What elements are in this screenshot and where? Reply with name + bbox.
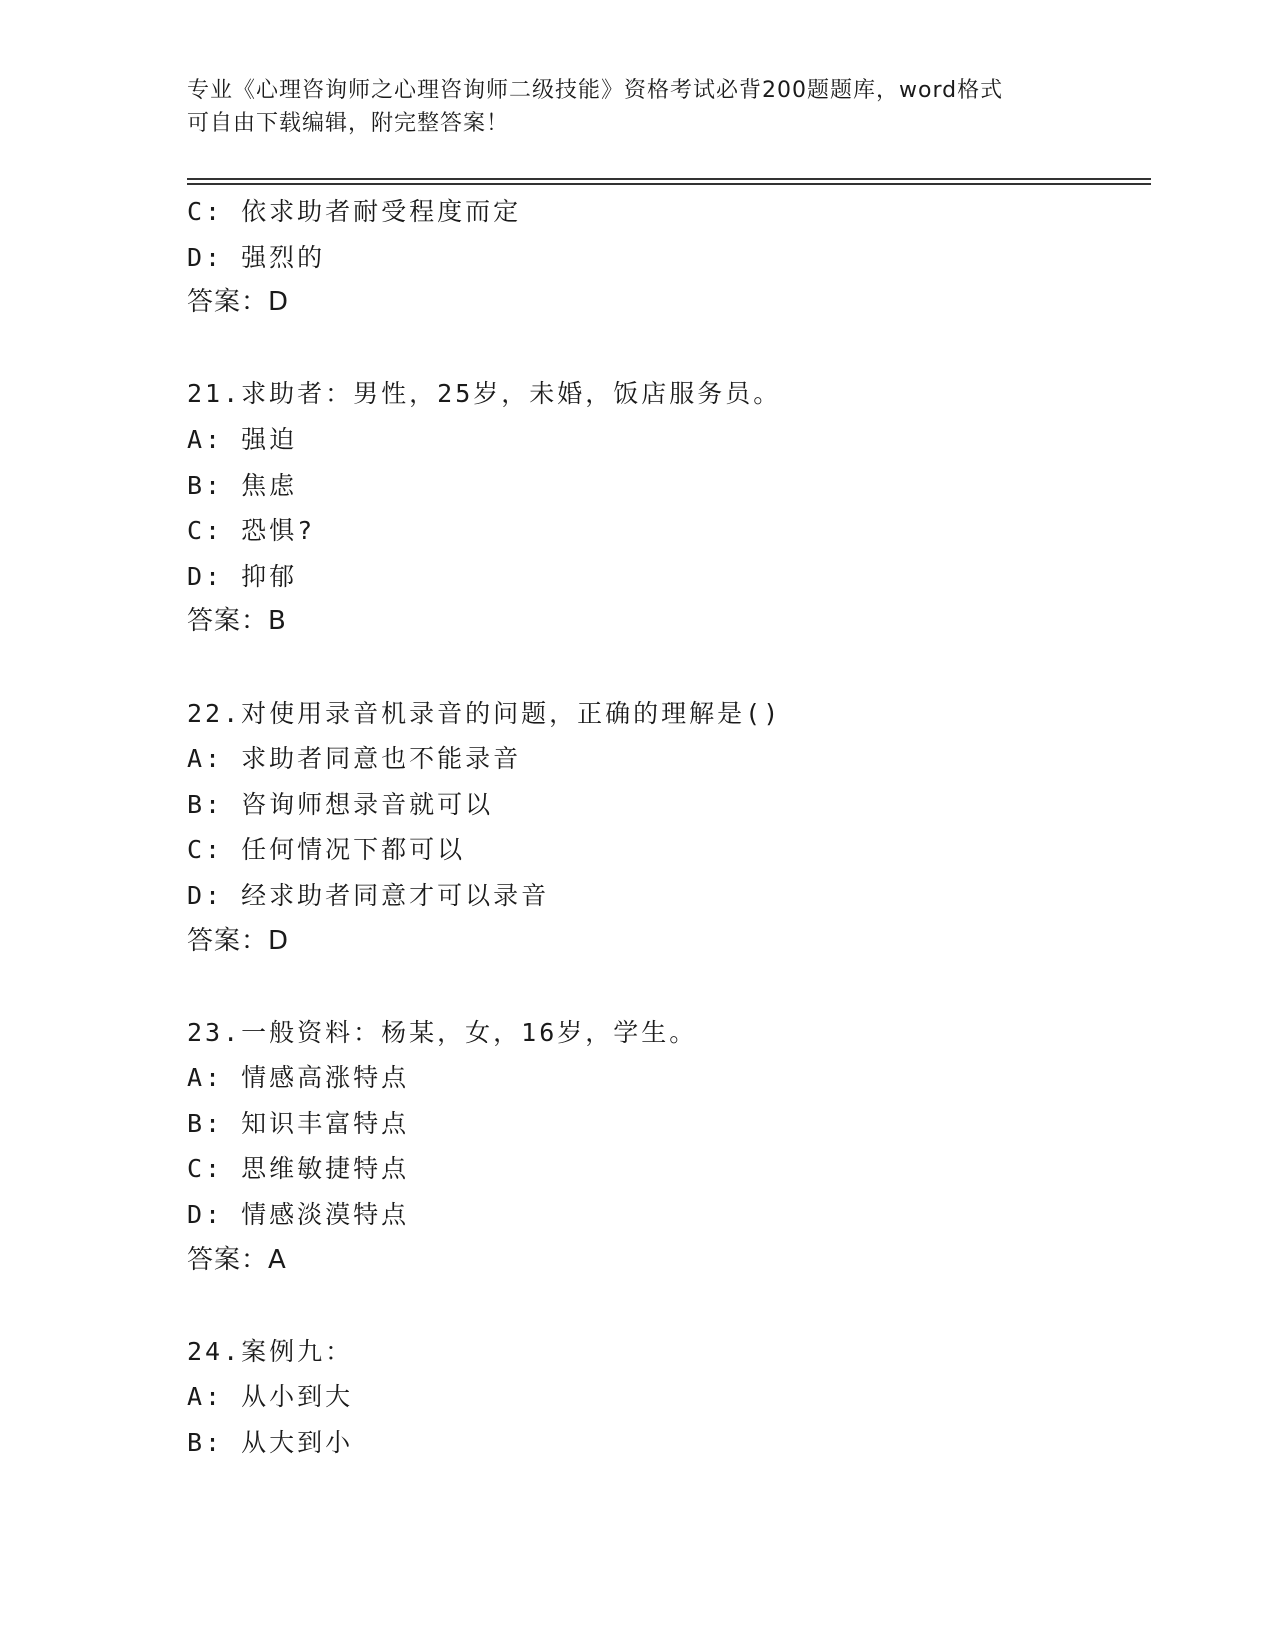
option-c: C: 依求助者耐受程度而定	[187, 197, 522, 226]
question-text: 24.案例九：	[187, 1336, 354, 1366]
option-d: D: 强烈的	[187, 242, 326, 272]
header-title-line-1: 专业《心理咨询师之心理咨询师二级技能》资格考试必背200题题库，word格式	[187, 78, 1004, 103]
option-b: B: 知识丰富特点	[187, 1108, 410, 1138]
spacer	[187, 326, 1147, 372]
option-c: C: 恐惧?	[187, 516, 316, 546]
question-text: 21.求助者：男性，25岁，未婚，饭店服务员。	[187, 379, 782, 409]
option-b: B: 焦虑	[187, 470, 298, 500]
option-b: B: 从大到小	[187, 1428, 354, 1458]
question-20-block	[187, 189, 1147, 326]
answer-label: 答案：A	[187, 1244, 287, 1275]
question-text: 23.一般资料：杨某，女，16岁，学生。	[187, 1017, 698, 1047]
option-d: D: 抑郁	[187, 561, 298, 591]
document-header	[187, 74, 1087, 140]
option-d: D: 经求助者同意才可以录音	[187, 880, 550, 910]
header-title-line-2: 可自由下载编辑，附完整答案！	[187, 111, 510, 136]
option-c: C: 任何情况下都可以	[187, 835, 466, 865]
question-23-block	[187, 1010, 1147, 1284]
spacer	[187, 1283, 1147, 1329]
option-d: D: 情感淡漠特点	[187, 1200, 410, 1230]
answer-label: 答案：B	[187, 606, 287, 637]
question-text: 22.对使用录音机录音的问题，正确的理解是()	[187, 698, 782, 728]
question-list	[187, 189, 1147, 1466]
option-b: B: 咨询师想录音就可以	[187, 789, 494, 819]
header-divider-bottom	[187, 183, 1151, 185]
question-24-block	[187, 1329, 1147, 1466]
option-a: A: 求助者同意也不能录音	[187, 744, 522, 774]
option-c: C: 思维敏捷特点	[187, 1154, 410, 1184]
answer-label: 答案：D	[187, 287, 290, 318]
option-a: A: 强迫	[187, 424, 298, 454]
question-22-block	[187, 691, 1147, 965]
question-21-block	[187, 371, 1147, 645]
option-a: A: 情感高涨特点	[187, 1063, 410, 1093]
spacer	[187, 964, 1147, 1010]
option-a: A: 从小到大	[187, 1382, 354, 1412]
answer-label: 答案：D	[187, 925, 290, 956]
spacer	[187, 645, 1147, 691]
header-divider-top	[187, 178, 1151, 180]
